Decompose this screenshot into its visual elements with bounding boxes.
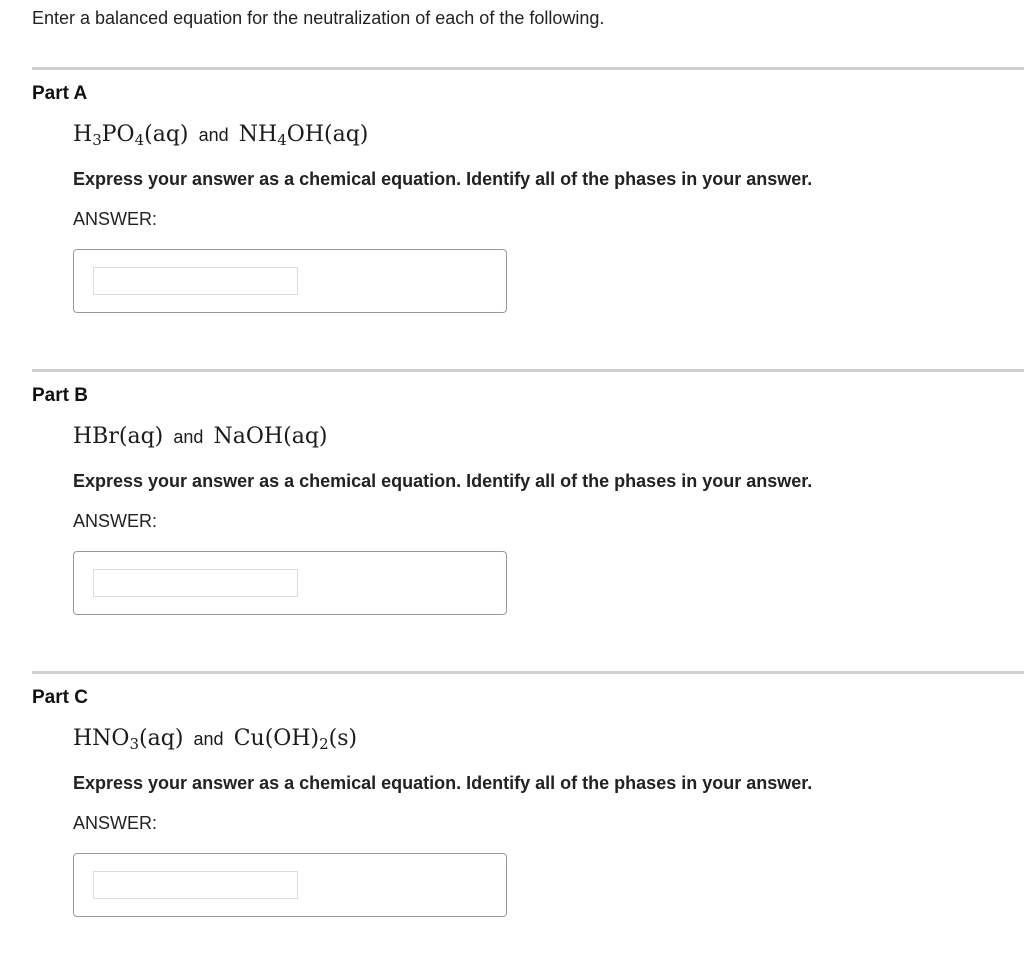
section-divider <box>32 67 1024 70</box>
reaction-question <box>73 725 357 751</box>
connector-word: and <box>173 427 204 447</box>
part-title: Part B <box>32 385 88 406</box>
answer-label: ANSWER: <box>73 813 158 833</box>
answer-box <box>73 551 507 615</box>
page-intro: Enter a balanced equation for the neutralization of each of the following. <box>32 8 605 28</box>
instruction-text: Express your answer as a chemical equation. Identify all of the phases in your answer. <box>73 169 813 189</box>
part-title: Part C <box>32 687 88 708</box>
answer-label: ANSWER: <box>73 511 158 531</box>
part-b-section <box>32 369 1024 669</box>
answer-input[interactable] <box>93 569 298 597</box>
connector-word: and <box>198 125 229 145</box>
answer-input[interactable] <box>93 871 298 899</box>
reactant-formula: HBr(aq) <box>73 424 164 449</box>
part-title: Part A <box>32 83 88 104</box>
connector-word: and <box>193 729 224 749</box>
reactant-formula: NaOH(aq) <box>213 424 328 449</box>
part-a-section <box>32 67 1024 367</box>
section-divider <box>32 671 1024 674</box>
answer-label: ANSWER: <box>73 209 158 229</box>
reaction-question <box>73 423 327 449</box>
section-divider <box>32 369 1024 372</box>
reactant-formula: $NH_4OH(aq)$ <box>238 122 369 149</box>
reactant-formula: $Cu(OH)_2(s)$ <box>233 726 358 753</box>
part-c-section <box>32 671 1024 971</box>
reaction-question <box>73 121 368 147</box>
reactant-formula: $H_3PO_4(aq)$ <box>73 122 189 149</box>
answer-box <box>73 249 507 313</box>
answer-input[interactable] <box>93 267 298 295</box>
reactant-formula: $HNO_3(aq)$ <box>73 726 184 753</box>
instruction-text: Express your answer as a chemical equation. Identify all of the phases in your answer. <box>73 773 813 793</box>
instruction-text: Express your answer as a chemical equation. Identify all of the phases in your answer. <box>73 471 813 491</box>
answer-box <box>73 853 507 917</box>
